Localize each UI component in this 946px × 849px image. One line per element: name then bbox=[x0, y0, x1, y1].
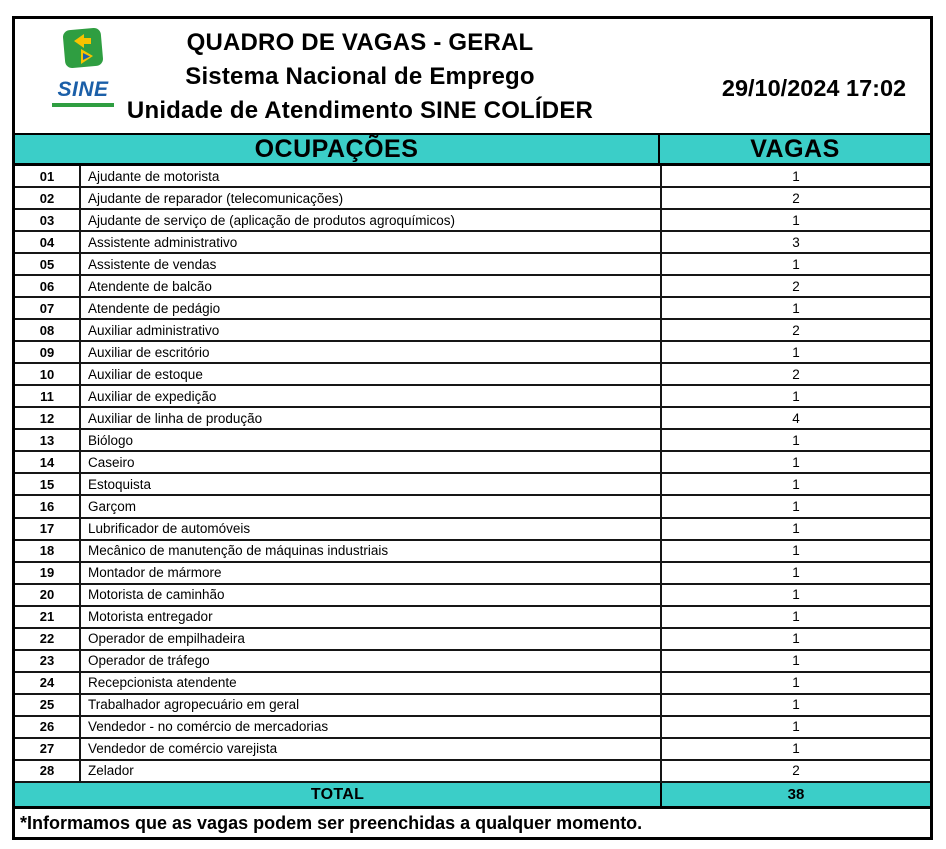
table-row bbox=[15, 474, 930, 496]
table-row bbox=[15, 430, 930, 452]
table-row bbox=[15, 254, 930, 276]
vacancy-count: 2 bbox=[792, 322, 800, 338]
total-value: 38 bbox=[787, 786, 805, 803]
row-number: 15 bbox=[15, 474, 81, 494]
vacancy-count: 1 bbox=[792, 432, 800, 448]
table-row bbox=[15, 232, 930, 254]
row-number: 01 bbox=[15, 166, 81, 186]
row-number: 23 bbox=[15, 651, 81, 671]
occupation-name: Estoquista bbox=[81, 474, 662, 494]
occupation-name: Auxiliar de linha de produção bbox=[81, 408, 662, 428]
row-number: 04 bbox=[15, 232, 81, 252]
occupation-name: Vendedor - no comércio de mercadorias bbox=[81, 717, 662, 737]
vacancy-count: 1 bbox=[792, 587, 800, 603]
vacancy-count: 2 bbox=[792, 763, 800, 779]
vacancy-count: 1 bbox=[792, 212, 800, 228]
vacancy-count: 1 bbox=[792, 454, 800, 470]
occupation-name: Caseiro bbox=[81, 452, 662, 472]
occupation-name: Assistente de vendas bbox=[81, 254, 662, 274]
vacancy-count: 1 bbox=[792, 344, 800, 360]
report-unit: Unidade de Atendimento SINE COLÍDER bbox=[126, 97, 594, 124]
vacancy-count: 2 bbox=[792, 366, 800, 382]
row-number: 28 bbox=[15, 761, 81, 781]
table-row bbox=[15, 496, 930, 518]
row-number: 26 bbox=[15, 717, 81, 737]
vacancy-count: 1 bbox=[792, 565, 800, 581]
row-number: 22 bbox=[15, 629, 81, 649]
occupation-name: Lubrificador de automóveis bbox=[81, 519, 662, 539]
report-subtitle: Sistema Nacional de Emprego bbox=[185, 63, 535, 90]
vacancy-count: 1 bbox=[792, 675, 800, 691]
occupation-name: Mecânico de manutenção de máquinas industriais bbox=[81, 541, 662, 561]
occupation-name: Ajudante de motorista bbox=[81, 166, 662, 186]
occupation-name: Operador de empilhadeira bbox=[81, 629, 662, 649]
report-title: QUADRO DE VAGAS - GERAL bbox=[186, 29, 534, 56]
vacancy-count: 3 bbox=[792, 234, 800, 250]
table-row bbox=[15, 739, 930, 761]
table-row bbox=[15, 364, 930, 386]
table-row bbox=[15, 761, 930, 783]
column-header-vacancies: VAGAS bbox=[750, 134, 840, 163]
column-header-occupations: OCUPAÇÕES bbox=[15, 135, 660, 163]
table-row bbox=[15, 320, 930, 342]
vacancy-count: 1 bbox=[792, 521, 800, 537]
sine-logo-text: SINE bbox=[57, 78, 109, 101]
occupation-name: Ajudante de reparador (telecomunicações) bbox=[81, 188, 662, 208]
row-number: 18 bbox=[15, 541, 81, 561]
table-row bbox=[15, 298, 930, 320]
occupation-name: Biólogo bbox=[81, 430, 662, 450]
table-row bbox=[15, 276, 930, 298]
row-number: 08 bbox=[15, 320, 81, 340]
row-number: 14 bbox=[15, 452, 81, 472]
occupation-name: Auxiliar de estoque bbox=[81, 364, 662, 384]
table-row bbox=[15, 452, 930, 474]
row-number: 11 bbox=[15, 386, 81, 406]
vacancy-count: 1 bbox=[792, 697, 800, 713]
occupation-name: Garçom bbox=[81, 496, 662, 516]
vacancy-count: 4 bbox=[792, 410, 800, 426]
occupation-name: Atendente de balcão bbox=[81, 276, 662, 296]
table-row bbox=[15, 673, 930, 695]
vacancy-count: 2 bbox=[792, 190, 800, 206]
table-body bbox=[15, 166, 930, 783]
row-number: 06 bbox=[15, 276, 81, 296]
footer-note: *Informamos que as vagas podem ser preenchidas a qualquer momento. bbox=[15, 809, 930, 837]
row-number: 27 bbox=[15, 739, 81, 759]
row-number: 09 bbox=[15, 342, 81, 362]
report-titles bbox=[70, 26, 650, 128]
row-number: 25 bbox=[15, 695, 81, 715]
row-number: 03 bbox=[15, 210, 81, 230]
table-row bbox=[15, 607, 930, 629]
occupation-name: Motorista de caminhão bbox=[81, 585, 662, 605]
vacancy-count: 1 bbox=[792, 476, 800, 492]
vacancy-count: 1 bbox=[792, 653, 800, 669]
row-number: 20 bbox=[15, 585, 81, 605]
vacancy-count: 1 bbox=[792, 631, 800, 647]
table-row bbox=[15, 585, 930, 607]
row-number: 13 bbox=[15, 430, 81, 450]
table-row bbox=[15, 717, 930, 739]
row-number: 10 bbox=[15, 364, 81, 384]
occupation-name: Recepcionista atendente bbox=[81, 673, 662, 693]
table-row bbox=[15, 408, 930, 430]
vacancy-count: 1 bbox=[792, 609, 800, 625]
vacancy-count: 1 bbox=[792, 388, 800, 404]
table-row bbox=[15, 210, 930, 232]
table-row bbox=[15, 695, 930, 717]
occupation-name: Auxiliar de escritório bbox=[81, 342, 662, 362]
row-number: 19 bbox=[15, 563, 81, 583]
row-number: 05 bbox=[15, 254, 81, 274]
row-number: 17 bbox=[15, 519, 81, 539]
vacancy-count: 1 bbox=[792, 498, 800, 514]
row-number: 16 bbox=[15, 496, 81, 516]
table-row bbox=[15, 342, 930, 364]
row-number: 02 bbox=[15, 188, 81, 208]
occupation-name: Trabalhador agropecuário em geral bbox=[81, 695, 662, 715]
total-label: TOTAL bbox=[15, 783, 662, 806]
occupation-name: Montador de mármore bbox=[81, 563, 662, 583]
vacancy-count: 1 bbox=[792, 300, 800, 316]
row-number: 12 bbox=[15, 408, 81, 428]
table-row bbox=[15, 386, 930, 408]
total-row bbox=[15, 783, 930, 809]
row-number: 21 bbox=[15, 607, 81, 627]
table-row bbox=[15, 519, 930, 541]
table-row bbox=[15, 541, 930, 563]
vacancy-count: 1 bbox=[792, 741, 800, 757]
occupation-name: Zelador bbox=[81, 761, 662, 781]
vacancy-count: 1 bbox=[792, 168, 800, 184]
table-row bbox=[15, 651, 930, 673]
vacancy-report-document bbox=[12, 16, 933, 840]
occupation-name: Vendedor de comércio varejista bbox=[81, 739, 662, 759]
table-row bbox=[15, 563, 930, 585]
vacancy-count: 2 bbox=[792, 278, 800, 294]
occupation-name: Motorista entregador bbox=[81, 607, 662, 627]
vacancy-count: 1 bbox=[792, 256, 800, 272]
vacancy-count: 1 bbox=[792, 543, 800, 559]
occupation-name: Assistente administrativo bbox=[81, 232, 662, 252]
occupation-name: Atendente de pedágio bbox=[81, 298, 662, 318]
occupation-name: Ajudante de serviço de (aplicação de produtos agroquímicos) bbox=[81, 210, 662, 230]
report-header bbox=[15, 19, 930, 133]
report-datetime: 29/10/2024 17:02 bbox=[721, 75, 907, 101]
occupation-name: Operador de tráfego bbox=[81, 651, 662, 671]
row-number: 07 bbox=[15, 298, 81, 318]
occupation-name: Auxiliar administrativo bbox=[81, 320, 662, 340]
table-row bbox=[15, 166, 930, 188]
vacancy-count: 1 bbox=[792, 719, 800, 735]
occupation-name: Auxiliar de expedição bbox=[81, 386, 662, 406]
table-row bbox=[15, 629, 930, 651]
row-number: 24 bbox=[15, 673, 81, 693]
table-column-header bbox=[15, 133, 930, 166]
table-row bbox=[15, 188, 930, 210]
